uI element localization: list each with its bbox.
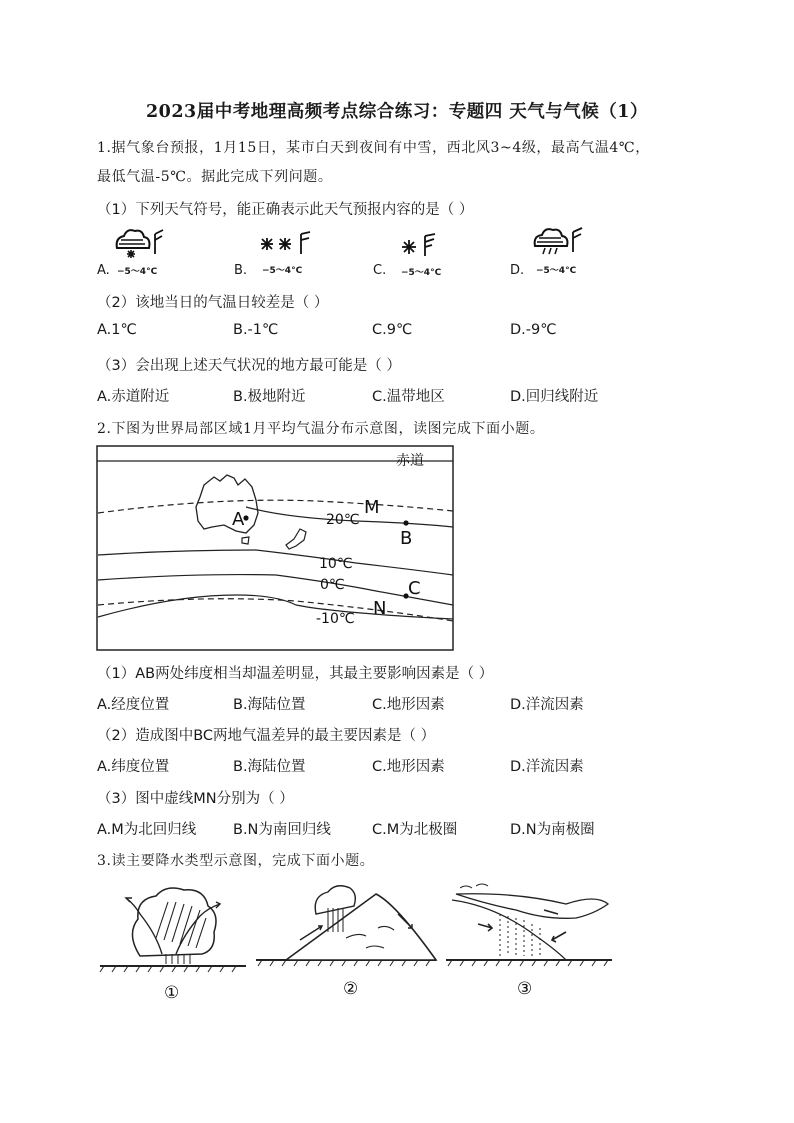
page-title: 2023届中考地理高频考点综合练习：专题四 天气与气候（1） bbox=[146, 102, 648, 122]
q2-sub1-option-c[interactable]: C.地形因素 bbox=[372, 697, 445, 713]
precipitation-types-diagram bbox=[96, 874, 616, 1004]
q2-sub3-option-b[interactable]: B.N为南回归线 bbox=[233, 822, 331, 838]
q1-sub2-option-b[interactable]: B.-1℃ bbox=[233, 322, 279, 338]
point-b-dot bbox=[403, 520, 408, 525]
option-d-temp-range: −5～4°C bbox=[536, 266, 577, 276]
convectional-rain-figure bbox=[100, 888, 246, 1003]
figure-2-label: ② bbox=[343, 979, 359, 999]
q1-sub2-option-d[interactable]: D.-9℃ bbox=[510, 322, 557, 338]
q1-sub2-option-c[interactable]: C.9℃ bbox=[372, 322, 413, 338]
tasmania-landmass bbox=[242, 537, 249, 544]
option-a-temp-range: −5～4°C bbox=[117, 267, 158, 277]
point-b-label: B bbox=[400, 528, 413, 549]
isotherm-20-label: 20℃ bbox=[326, 512, 360, 528]
equator-label: 赤道 bbox=[396, 453, 424, 469]
q1-sub3-stem: （3）会出现上述天气状况的地方最可能是（ ） bbox=[97, 358, 401, 374]
point-a-label: A bbox=[232, 509, 245, 530]
option-c-temp-range: −5～4°C bbox=[401, 268, 442, 278]
q2-sub3-option-c[interactable]: C.M为北极圈 bbox=[372, 822, 458, 838]
q1-stem-line2: 最低气温-5℃。据此完成下列问题。 bbox=[97, 169, 333, 185]
option-b-label[interactable]: B. bbox=[234, 263, 248, 278]
q2-sub2-option-c[interactable]: C.地形因素 bbox=[372, 759, 445, 775]
rain-cloud-wind-symbol-d bbox=[529, 226, 589, 260]
q2-sub1-option-b[interactable]: B.海陆位置 bbox=[233, 697, 306, 713]
figure-1-label: ① bbox=[164, 983, 180, 1003]
isotherm-0-label: 0℃ bbox=[320, 577, 345, 593]
line-m-label: M bbox=[364, 497, 380, 518]
option-b-temp-range: −5～4°C bbox=[262, 266, 303, 276]
isotherm-minus10-label: -10℃ bbox=[316, 611, 355, 627]
frontal-rain-figure bbox=[446, 884, 612, 999]
weather-symbol-options bbox=[97, 226, 697, 282]
q1-sub2-option-a[interactable]: A.1℃ bbox=[97, 322, 137, 338]
orographic-rain-figure bbox=[256, 886, 436, 999]
snow-wind-symbol-c bbox=[399, 232, 447, 262]
q3-stem: 3.读主要降水类型示意图，完成下面小题。 bbox=[97, 853, 375, 869]
q1-sub3-option-b[interactable]: B.极地附近 bbox=[233, 389, 306, 405]
q1-sub3-option-d[interactable]: D.回归线附近 bbox=[510, 389, 599, 405]
q2-sub1-option-d[interactable]: D.洋流因素 bbox=[510, 697, 584, 713]
line-n-label: N bbox=[373, 598, 387, 619]
q2-sub1-stem: （1）AB两处纬度相当却温差明显，其最主要影响因素是（ ） bbox=[97, 666, 494, 682]
q2-stem: 2.下图为世界局部区域1月平均气温分布示意图，读图完成下面小题。 bbox=[97, 421, 545, 437]
isotherm-map bbox=[96, 445, 456, 652]
q2-sub3-stem: （3）图中虚线MN分别为（ ） bbox=[97, 791, 294, 807]
point-c-label: C bbox=[408, 578, 421, 599]
q2-sub1-option-a[interactable]: A.经度位置 bbox=[97, 697, 170, 713]
q2-sub2-option-d[interactable]: D.洋流因素 bbox=[510, 759, 584, 775]
q2-sub2-option-b[interactable]: B.海陆位置 bbox=[233, 759, 306, 775]
q1-stem-line1: 1.据气象台预报，1月15日，某市白天到夜间有中雪，西北风3~4级，最高气温4℃， bbox=[97, 140, 650, 156]
q1-sub3-option-c[interactable]: C.温带地区 bbox=[372, 389, 445, 405]
q1-sub3-option-a[interactable]: A.赤道附近 bbox=[97, 389, 170, 405]
q2-sub3-option-d[interactable]: D.N为南极圈 bbox=[510, 822, 595, 838]
q2-sub2-stem: （2）造成图中BC两地气温差异的最主要因素是（ ） bbox=[97, 728, 436, 744]
option-c-label[interactable]: C. bbox=[373, 263, 387, 278]
option-d-label[interactable]: D. bbox=[510, 263, 525, 278]
q1-sub2-stem: （2）该地当日的气温日较差是（ ） bbox=[97, 295, 329, 311]
option-a-label[interactable]: A. bbox=[97, 263, 110, 278]
q2-sub2-option-a[interactable]: A.纬度位置 bbox=[97, 759, 170, 775]
q1-sub1-stem: （1）下列天气符号，能正确表示此天气预报内容的是（ ） bbox=[97, 202, 474, 218]
australia-landmass bbox=[196, 475, 258, 533]
figure-3-label: ③ bbox=[517, 979, 533, 999]
q2-sub3-option-a[interactable]: A.M为北回归线 bbox=[97, 822, 197, 838]
isotherm-10-label: 10℃ bbox=[319, 556, 353, 572]
snow-cloud-wind-symbol-a bbox=[111, 226, 171, 260]
heavy-snow-wind-symbol-b bbox=[257, 230, 321, 260]
